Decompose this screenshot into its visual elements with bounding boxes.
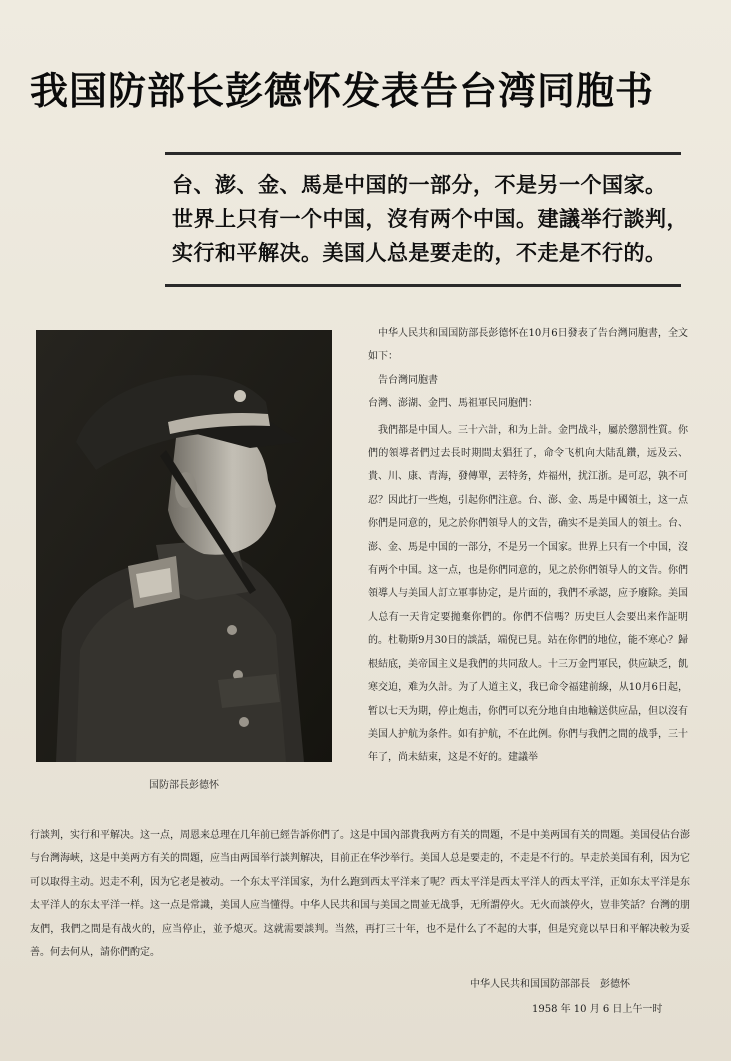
subhead-line-1: 台、澎、金、馬是中国的一部分，不是另一个国家。 — [172, 173, 667, 197]
subheadline — [172, 168, 692, 270]
letter-body-column: 我們都是中国人。三十六計，和为上計。金門战斗，屬於懲罰性質。你們的領導者們过去長时期間太猖狂了，命令飞机向大陆乱鑽，远及云、貴、川、康、青海，發傳單，丟特务，炸福州，扰江浙。是可忍，孰不可忍？因此打一些炮，引起你們注意。台、澎、金、馬是中國領土，这一点你們是同意的，见之於你們領导人的文告，确实不是美国人的領土。台、澎、金、馬是中国的一部分，不是另一个国家。世界上只有一个中国，沒有两个中国。这一点，也是你們同意的，见之於你們領导人的文告。你們領導人与美国人訂立軍事协定，是片面的，我們不承認，应予廢除。美国人总有一天肯定要拋棄你們的。你們不信嗎？历史巨人会要出来作証明的。杜勒斯9月30日的談話，端倪已見。站在你們的地位，能不寒心？歸根結底，美帝国主义是我們的共同敌人。十三万金門軍民，供应缺乏，飢寒交迫，难为久計。为了人道主义，我已命令福建前線，从10月6日起，暂以七天为期，停止炮击，你們可以充分地自由地輸送供应品，但以沒有美国人护航为条件。如有护航，不在此例。你們与我們之間的战爭，三十年了，尚未結束，这是不好的。建議举 — [368, 424, 688, 764]
photo-caption: 国防部長彭德怀 — [149, 780, 219, 791]
page-headline: 我国防部长彭德怀发表告台湾同胞书 — [30, 69, 655, 113]
portrait-illustration — [36, 330, 332, 762]
letter-date: 1958 年 10 月 6 日上午一时 — [532, 1004, 663, 1015]
subhead-line-3: 实行和平解决。美国人总是要走的，不走是不行的。 — [172, 241, 667, 265]
letter-title: 告台灣同胞書 — [378, 374, 438, 386]
letter-salutation: 台灣、澎湖、金門、馬祖軍民同胞們： — [368, 398, 538, 410]
bottom-rule — [165, 284, 681, 287]
article-column — [368, 322, 688, 770]
top-rule — [165, 152, 681, 155]
article-intro: 中华人民共和国国防部長彭德怀在10月6日發表了告台灣同胞書，全文如下： — [368, 328, 688, 363]
subhead-line-2: 世界上只有一个中国，沒有两个中国。建議举行談判， — [172, 207, 688, 231]
letter-signature: 中华人民共和国国防部部長 彭德怀 — [470, 979, 630, 990]
letter-body-full-width: 行談判，实行和平解决。这一点，周恩来总理在几年前已經告訴你們了。这是中国內部貴我两方有关的問題，不是中美两国有关的問題。美国侵佔台澎与台灣海峽，这是中美两方有关的問題，应当由两国举行談判解决，目前正在华沙举行。美国人总是要走的，不走是不行的。早走於美国有利，因为它可以取得主动。迟走不利，因为它老是被动。一个东太平洋国家，为什么跑到西太平洋来了呢？西太平洋是西太平洋人的西太平洋，正如东太平洋是东太平洋人的东太平洋一样。这一点是常識，美国人应当懂得。中华人民共和国与美国之間並无战爭，无所謂停火。无火而談停火，豈非笑話？台灣的朋友們，我們之間是有战火的，应当停止，並予熄灭。这就需要談判。当然，再打三十年，也不是什么了不起的大事，但是究竟以早日和平解决較为妥善。何去何从，請你們酌定。 — [30, 830, 690, 959]
portrait-photo — [36, 330, 332, 762]
